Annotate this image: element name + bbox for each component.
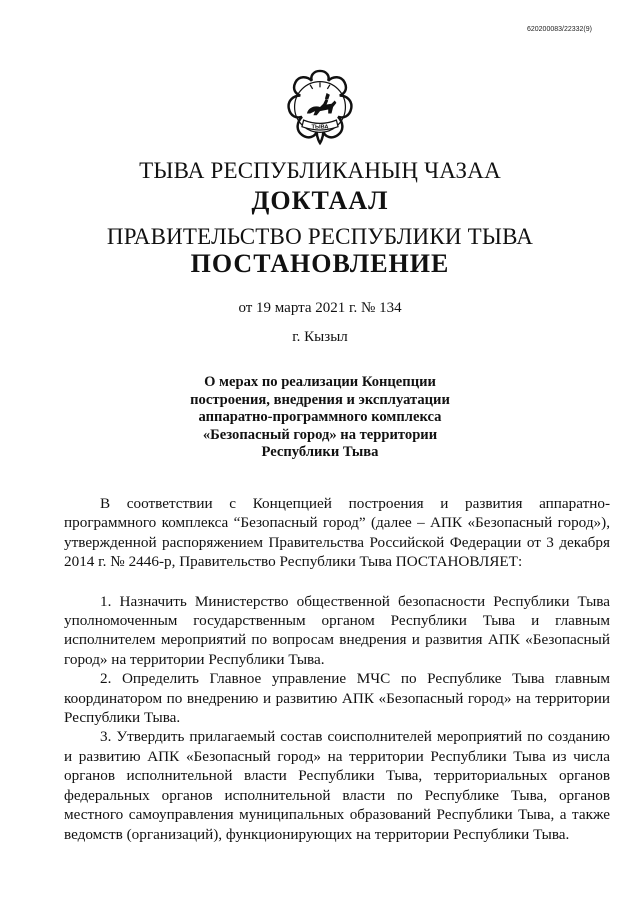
- document-body: [64, 494, 610, 844]
- document-title: О мерах по реализации Концепции построения, внедрения и эксплуатации аппаратно-программного комплекса «Безопасный город» на территории Республики Тыва: [190, 374, 450, 461]
- svg-text:ТЫВА: ТЫВА: [311, 124, 329, 131]
- paragraph-3: 3. Утвердить прилагаемый состав соисполнителей мероприятий по созданию и развитию АПК «Безопасный город» на территории Республики Тыва из числа органов исполнительной власти Республики Тыва, территориальных органов федеральных органов исполнительной власти по Республике Тыва, органов местного самоуправления муниципальных образований Республики Тыва, а также ведомств (организаций), функционирующих на территории Республики Тыва.: [64, 728, 610, 843]
- document-city: г. Кызыл: [292, 329, 348, 345]
- paragraph-intro: В соответствии с Концепцией построения и развития аппаратно-программного комплекса “Безопасный город” (далее – АПК «Безопасный город»), утвержденной распоряжением Правительства Российской Федерации от 3 декабря 2014 г. № 2446-р, Правительство Республики Тыва ПОСТАНОВЛЯЕТ:: [64, 495, 610, 571]
- tuvan-org-name: ТЫВА РЕСПУБЛИКАНЫҢ ЧАЗАА: [139, 158, 501, 183]
- paragraph-2: 2. Определить Главное управление МЧС по Республике Тыва главным координатором по внедрению и развитию АПК «Безопасный город» на территории Республики Тыва.: [64, 670, 610, 727]
- russian-org-name: ПРАВИТЕЛЬСТВО РЕСПУБЛИКИ ТЫВА: [106, 224, 534, 249]
- paragraph-1: 1. Назначить Министерство общественной безопасности Республики Тыва уполномоченным государственным органом Республики Тыва и главным исполнителем мероприятий по вопросам внедрения и развития АПК «Безопасный город» на территории Республики Тыва.: [64, 592, 610, 668]
- tuva-coat-of-arms-icon: [279, 66, 361, 148]
- russian-document-type: ПОСТАНОВЛЕНИЕ: [190, 249, 450, 278]
- document-id: 620200083/22332(9): [526, 26, 592, 33]
- tuvan-document-type: ДОКТААЛ: [251, 186, 389, 215]
- document-date: от 19 марта 2021 г. № 134: [238, 300, 402, 316]
